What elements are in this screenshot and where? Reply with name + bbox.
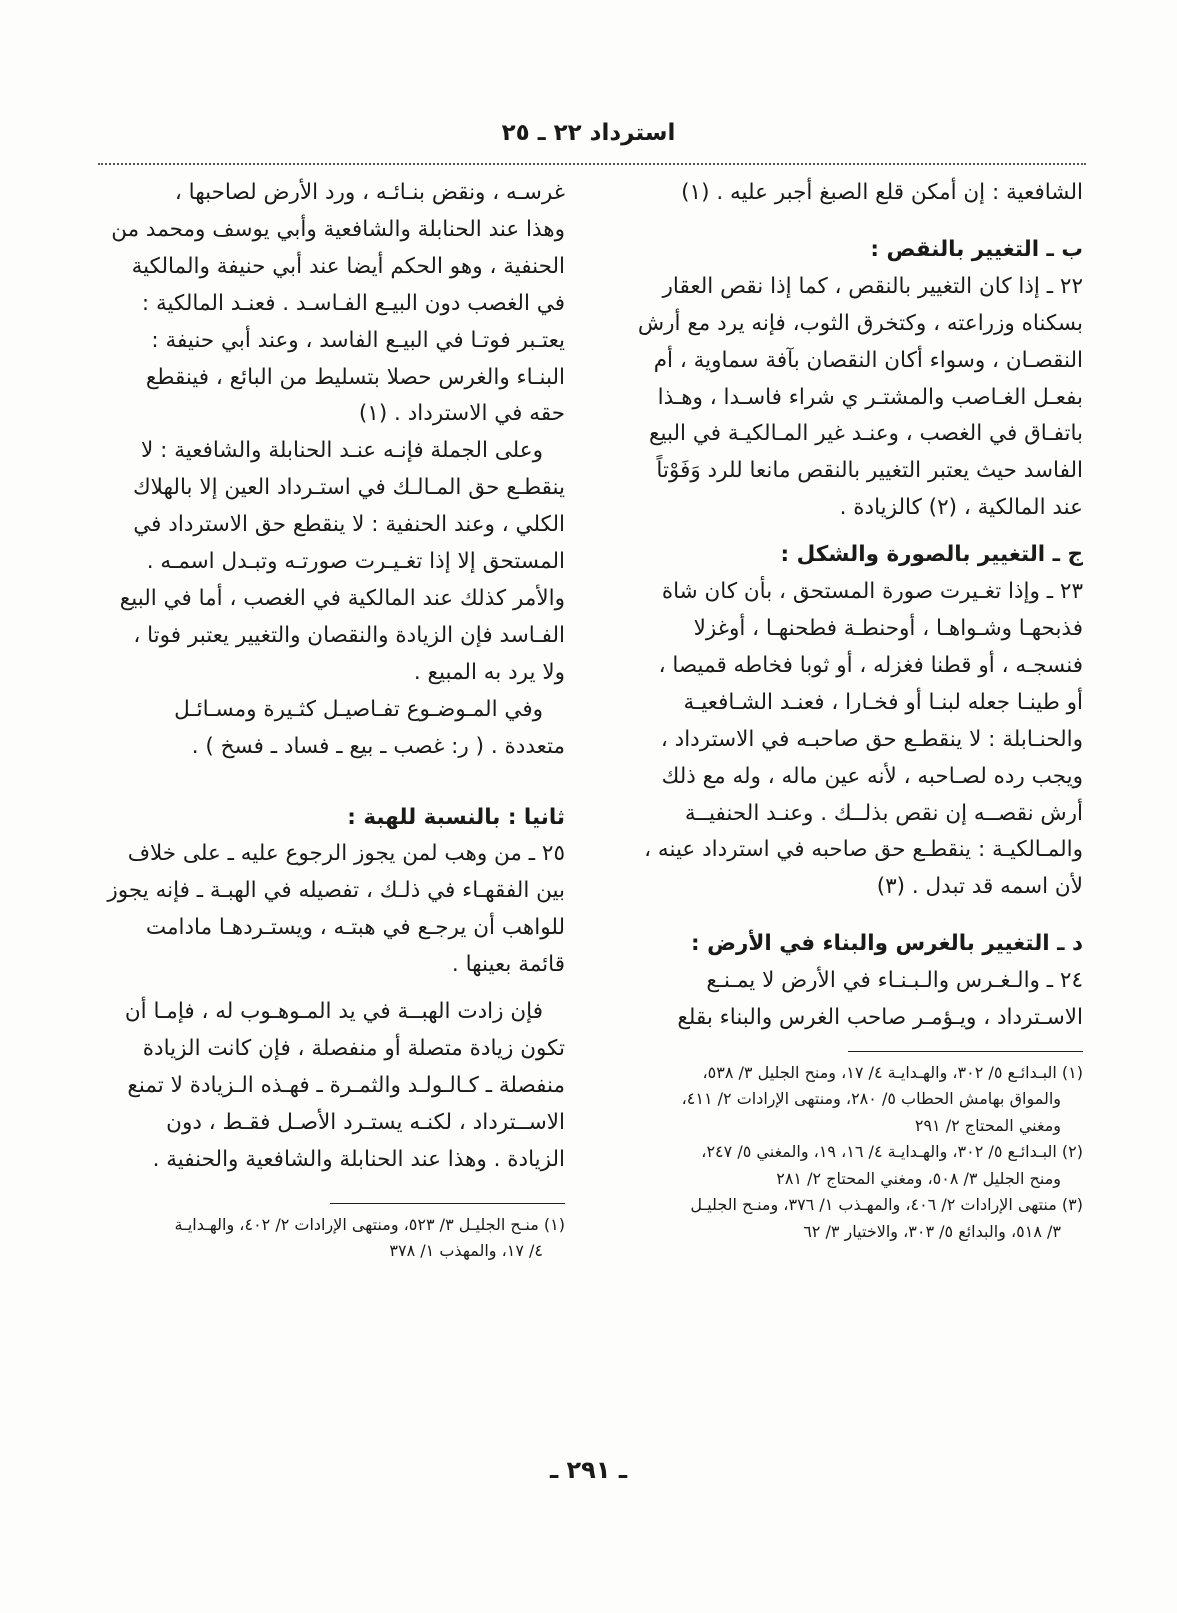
- text-line: متعددة . ( ر: غصب ـ بيع ـ فساد ـ فسخ ) .: [191, 733, 565, 759]
- text-line: غرسـه ، ونقض بنـائـه ، ورد الأرض لصاحبها ،: [174, 180, 565, 205]
- footnote-line: (١) منـح الجليـل ٣/ ٥٢٣، ومنتهى الإرادات ٢/ ٤٠٢، والهـدايـة: [174, 1214, 565, 1234]
- text-line: لأن اسمه قد تبدل . (٣): [876, 874, 1083, 900]
- text-line: الكلي ، وعند الحنفية : لا ينقطع حق الاسترداد في: [133, 512, 565, 538]
- text-line: يعتـبر فوتـا في البيـع الفاسد ، وعند أبي حنيفة :: [151, 327, 565, 353]
- text-line: الفاسد حيث يعتبر التغيير بالنقص مانعا للرد وَفَوْتاً: [656, 458, 1083, 484]
- text-line: فإن زادت الهبــة في يد المـوهـوب له ، فإمـا أن: [124, 999, 543, 1025]
- text-line: وهذا عند الحنابلة والشافعية وأبي يوسف ومحمد من: [111, 216, 565, 242]
- footnote-rule: [330, 1203, 565, 1204]
- footnote-line: (٢) البـدائـع ٥/ ٣٠٢، والهـدايـة ٤/ ١٦، ١٩، والمغني ٥/ ٢٤٧،: [701, 1142, 1083, 1162]
- text-line: المستحق إلا إذا تغـيـرت صورتـه وتبـدل اسمـه .: [146, 549, 565, 575]
- text-line: والحنـابلة : لا ينقطـع حق صاحبـه في الاسترداد ،: [660, 726, 1083, 752]
- text-line: وعلى الجملة فإنـه عنـد الحنابلة والشافعية : لا: [141, 438, 543, 464]
- section-heading-d: د ـ التغيير بالغرس والبناء في الأرض :: [691, 931, 1083, 957]
- footnotes: [100, 1212, 565, 1265]
- text-line: ٢٣ ـ وإذا تغـيرت صورة المستحق ، بأن كان شاة: [661, 579, 1083, 605]
- text-line: بسكناه وزراعته ، وكتخرق الثوب، فإنه يرد مع أرش: [637, 310, 1083, 336]
- text-line: تكون زيادة متصلة أو منفصلة ، فإن كانت الزيادة: [142, 1035, 565, 1061]
- text-line: ٢٤ ـ والـغـرس والـبـنـاء في الأرض لا يمـنـع: [706, 968, 1083, 994]
- text-line: أو طينـا جعله لبنـا أو فخـارا ، فعنـد الشـافعيـة: [683, 689, 1083, 715]
- text-line: الاســترداد ، لكنـه يستـرد الأصـل فقـط ، دون: [166, 1109, 565, 1135]
- footnote-line: (٣) منتهى الإرادات ٢/ ٤٠٦، والمهـذب ١/ ٣٧٦، ومنـح الجليـل: [690, 1195, 1083, 1215]
- footnote-line: والمواق بهامش الحطاب ٥/ ٢٨٠، ومنتهى الإرادات ٢/ ٤١١،: [681, 1089, 1061, 1109]
- text-line: الفـاسد فإن الزيادة والنقصان والتغيير يعتبر فوتا ،: [133, 622, 565, 648]
- text-line: وفي المـوضـوع تفـاصيـل كثـيرة ومسـائـل: [174, 696, 543, 722]
- footnote-line: (١) البـدائـع ٥/ ٣٠٢، والهـدايـة ٤/ ١٧، ومنح الجليل ٣/ ٥٣٨،: [702, 1062, 1083, 1082]
- text-line: أرش نقصــه إن نقص بذلــك . وعنـد الحنفيــة: [684, 800, 1083, 826]
- text-line: منفصلة ـ كـالـولـد والثمـرة ـ فهـذه الـزيادة لا تمنع: [127, 1072, 565, 1098]
- text-line: للواهب أن يرجـع في هبتـه ، ويستـردهـا مادامت: [145, 915, 565, 941]
- section-heading-2: ثانيا : بالنسبة للهبة :: [347, 804, 565, 830]
- page-number: ـ ٢٩١ ـ: [549, 1456, 628, 1484]
- footnote-rule: [848, 1051, 1083, 1052]
- text-line: الحنفية ، وهو الحكم أيضا عند أبي حنيفة والمالكية: [131, 253, 565, 279]
- footnote-line: ٣/ ٥١٨، والبدائع ٥/ ٣٠٣، والاختيار ٣/ ٦٢: [803, 1221, 1061, 1241]
- footnote-line: ومنح الجليل ٣/ ٥٠٨، ومغني المحتاج ٢/ ٢٨١: [776, 1168, 1061, 1188]
- text-line: باتفـاق في الغصب ، وعنـد غير المـالكيـة في البيع: [649, 421, 1083, 447]
- footnote-line: ٤/ ١٧، والمهذب ١/ ٣٧٨: [389, 1241, 543, 1261]
- text-line: في الغصب دون البيـع الفـاسـد . فعنـد المالكية :: [141, 290, 565, 316]
- header-rule: [98, 163, 1086, 165]
- text-line: ٢٥ ـ من وهب لمن يجوز الرجوع عليه ـ على خلاف: [127, 841, 565, 867]
- footnotes: [618, 1060, 1083, 1246]
- running-header: استرداد ٢٢ ـ ٢٥: [501, 120, 676, 146]
- text-line: البنـاء والغرس حصلا بتسليط من البائع ، فينقطع: [145, 364, 565, 390]
- text-line: ٢٢ ـ إذا كان التغيير بالنقص ، كما إذا نقص العقار: [662, 273, 1083, 299]
- left-column: [100, 175, 565, 1265]
- text-line: ولا يرد به المبيع .: [413, 659, 565, 685]
- text-line: فذبحهـا وشـواهـا ، أوحنطـة فطحنهـا ، أوغزلا: [693, 615, 1083, 641]
- text-line: بفعـل الغـاصب والمشتـر ي شراء فاسـدا ، وهـذا: [657, 384, 1083, 410]
- text-line: عند المالكية ، (٢) كالزيادة .: [839, 495, 1083, 521]
- right-column: [618, 175, 1083, 1245]
- text-line: والمـالكيـة : ينقطـع حق صاحبه في استرداد عينه ،: [644, 837, 1083, 863]
- text-line: النقصـان ، وسواء أكان النقصان بآفة سماوية ، أم: [653, 347, 1083, 373]
- section-heading-c: ج ـ التغيير بالصورة والشكل :: [780, 542, 1083, 568]
- text-line: والأمر كذلك عند المالكية في الغصب ، أما في البيع: [119, 585, 565, 611]
- text-line: قائمة بعينها .: [451, 952, 565, 978]
- text-line: بين الفقهـاء في ذلـك ، تفصيله في الهبـة ـ فإنه يجوز: [107, 878, 565, 904]
- section-heading-b: ب ـ التغيير بالنقص :: [870, 236, 1083, 262]
- text-line: ينقطـع حق المـالـك في استـرداد العين إلا بالهلاك: [132, 475, 565, 501]
- text-line: الشافعية : إن أمكن قلع الصبغ أجبر عليه . (١): [681, 180, 1083, 205]
- text-line: فنسجـه ، أو قطنا فغزله ، أو ثوبا فخاطه قميصا ،: [658, 652, 1083, 678]
- footnote-line: ومغني المحتاج ٢/ ٢٩١: [914, 1115, 1061, 1135]
- text-line: ويجب رده لصـاحبه ، لأنه عين ماله ، وله مع ذلك: [661, 763, 1083, 789]
- text-line: الزيادة . وهذا عند الحنابلة والشافعية والحنفية .: [152, 1146, 565, 1172]
- text-line: الاسـترداد ، ويـؤمـر صاحب الغرس والبناء بقلع: [677, 1005, 1083, 1031]
- text-line: حقه في الاسترداد . (١): [358, 401, 565, 427]
